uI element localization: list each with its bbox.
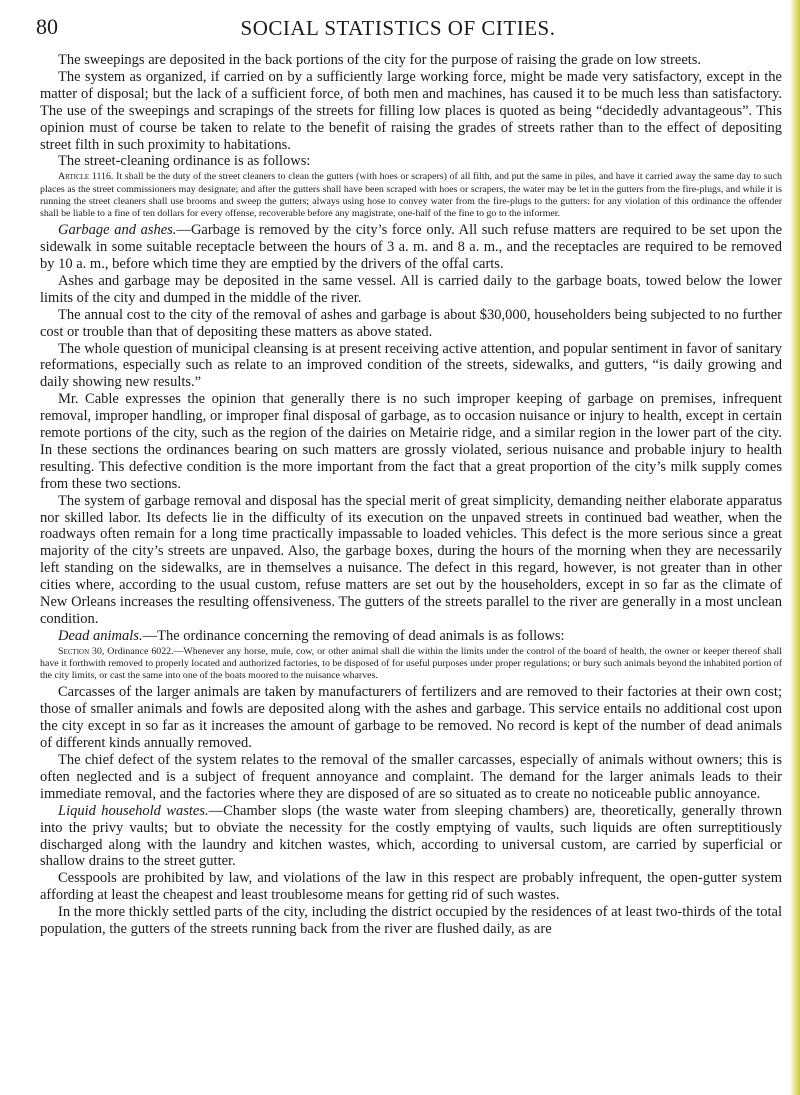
paragraph-dead-animals: Dead animals.—The ordinance concerning the removing of dead animals is as follows:	[58, 627, 565, 644]
paragraph-annual-cost: The annual cost to the city of the removal of ashes and garbage is about $30,000, householders being subjected to no further cost or trouble than that of depositing these matters as above stated.	[40, 306, 782, 340]
section-heading-garbage: Garbage and ashes.	[58, 222, 177, 239]
article-label: Article 1116.	[58, 171, 114, 183]
paragraph-system-merit: The system of garbage removal and disposal has the special merit of great simplicity, demanding neither elaborate apparatus nor skilled labor. Its defects lie in the difficulty of its execution on the unpaved streets in continued bad weather, when the roadways often remain for a long time practically impassable to loaded vehicles. This defect is the more serious since a great majority of the city’s streets are unpaved. Also, the garbage boxes, during the hours of the morning when they are necessarily left standing on the sidewalks, are in themselves a nuisance. The defect in this regard, however, is not greater than in other cities where, according to the usual custom, refuse matters are set out by the householders, except in so far as the climate of New Orleans increases the resulting offensiveness. The gutters of the streets parallel to the river are generally in a most unclean condition.	[40, 492, 782, 627]
paragraph-system-organized: The system as organized, if carried on by a sufficiently large working force, might be made very satisfactory, except in the matter of disposal; but the lack of a sufficient force, of both men and machines, has caused it to be much less than satisfactory. The use of the sweepings and scrapings of the streets for filling low places is quoted as being “decidedly advantageous”. This opinion must of course be taken to relate to the benefit of raising the grades of streets rather than to the effect of depositing street filth in such proximity to habitations.	[40, 68, 782, 153]
section-heading-liquid-wastes: Liquid household wastes.	[58, 802, 209, 819]
paragraph-mr-cable: Mr. Cable expresses the opinion that generally there is no such improper keeping of garbage on premises, infrequent removal, improper handling, or improper final disposal of garbage, as to occasion nuisance or injury to health, except in certain remote portions of the city, such as the region of the dairies on Metairie ridge, and a similar region in the lower part of the city. In these sections the ordinances bearing on such matters are grossly violated, serious nuisance and probable injury to health resulting. This defective condition is the more important from the fact that a great proportion of the city’s milk supply comes from these two sections.	[40, 391, 782, 492]
ordinance-section-30: Section 30, Ordinance 6022.—Whenever any horse, mule, cow, or other animal shall die within the limits under the control of the board of health, the owner or keeper thereof shall have it forthwith removed to properly located and authorized factories, to be disposed of for useful purposes under proper regulations; or bury such animals beyond the inhabited portion of the city limits, or cast the same into one of the boats moored to the nuisance wharves.	[40, 645, 782, 682]
paragraph-thickly-settled: In the more thickly settled parts of the city, including the district occupied by the residences of at least two-thirds of the total population, the gutters of the streets running back from the river are flushed daily, as are	[40, 904, 782, 938]
section-label: Section 30,	[58, 645, 105, 657]
paragraph-chief-defect: The chief defect of the system relates to the removal of the smaller carcasses, especially of animals without owners; this is often neglected and is a subject of frequent annoyance and complaint. The demand for the larger animals leads to their immediate removal, and the factories where they are disposed of are so situated as to create no noticeable public annoyance.	[40, 752, 782, 802]
page-header	[36, 14, 760, 42]
paragraph-municipal-cleansing: The whole question of municipal cleansing is at present receiving active attention, and popular sentiment in favor of sanitary reformations, especially such as relate to an improved condition of the streets, sidewalks, and gutters, “is daily growing and daily showing new results.”	[40, 340, 782, 391]
paragraph-garbage-ashes: Garbage and ashes.—Garbage is removed by the city’s force only. All such refuse matters are required to be set upon the sidewalk in some suitable receptacle between the hours of 3 a. m. and 8 a. m., and the receptacles are required to be removed by 10 a. m., before which time they are emptied by the drivers of the offal carts.	[40, 222, 783, 272]
page-edge-tint	[790, 0, 800, 1095]
paragraph-liquid-wastes: Liquid household wastes.—Chamber slops (the waste water from sleeping chambers) are, theoretically, generally thrown into the privy vaults; but to obviate the necessity for the costly emptying of vaults, such liquids are often surreptitiously discharged along with the laundry and kitchen wastes, which, according to universal custom, are carried by superficial or shallow drains to the street gutter.	[40, 802, 782, 870]
paragraph-sweepings: The sweepings are deposited in the back portions of the city for the purpose of raising the grade on low streets.	[58, 52, 702, 68]
ordinance-article-1116: Article 1116. It shall be the duty of the street cleaners to clean the gutters (with hoes or scrapers) of all filth, and put the same in piles, and have it carried away the same day to such places as the street commissioners may designate; and after the gutters shall have been scraped with hoes or scrapers, the water may be let in the gutters from the fire-plugs, and while it is running the street cleaners shall use brooms and sweep the gutters; always using hose to convey water from the fire-plugs to the gutters: for any violation of this ordinance the offender shall be liable to a fine of ten dollars for every offense, recoverable before any magistrate, one-half of the fine to go to the informer.	[40, 171, 782, 219]
page-body	[40, 52, 782, 938]
paragraph-cesspools: Cesspools are prohibited by law, and violations of the law in this respect are probably infrequent, the open-gutter system affording at least the cheapest and least troublesome means for getting rid of such wastes.	[40, 870, 782, 904]
paragraph-carcasses: Carcasses of the larger animals are taken by manufacturers of fertilizers and are removed to their factories at their own cost; those of smaller animals and fowls are deposited along with the ashes and garbage. This service entails no additional cost upon the city except in so far as it increases the amount of garbage to be removed. No record is kept of the number of dead animals of different kinds annually removed.	[40, 684, 782, 752]
paragraph-ashes-deposited: Ashes and garbage may be deposited in the same vessel. All is carried daily to the garbage boats, towed below the lower limits of the city and dumped in the middle of the river.	[40, 272, 782, 306]
section-heading-dead-animals: Dead animals.	[58, 627, 143, 644]
page-number: 80	[36, 14, 58, 39]
paragraph-ordinance-intro: The street-cleaning ordinance is as follows:	[58, 153, 311, 170]
running-title: SOCIAL STATISTICS OF CITIES.	[240, 16, 556, 40]
